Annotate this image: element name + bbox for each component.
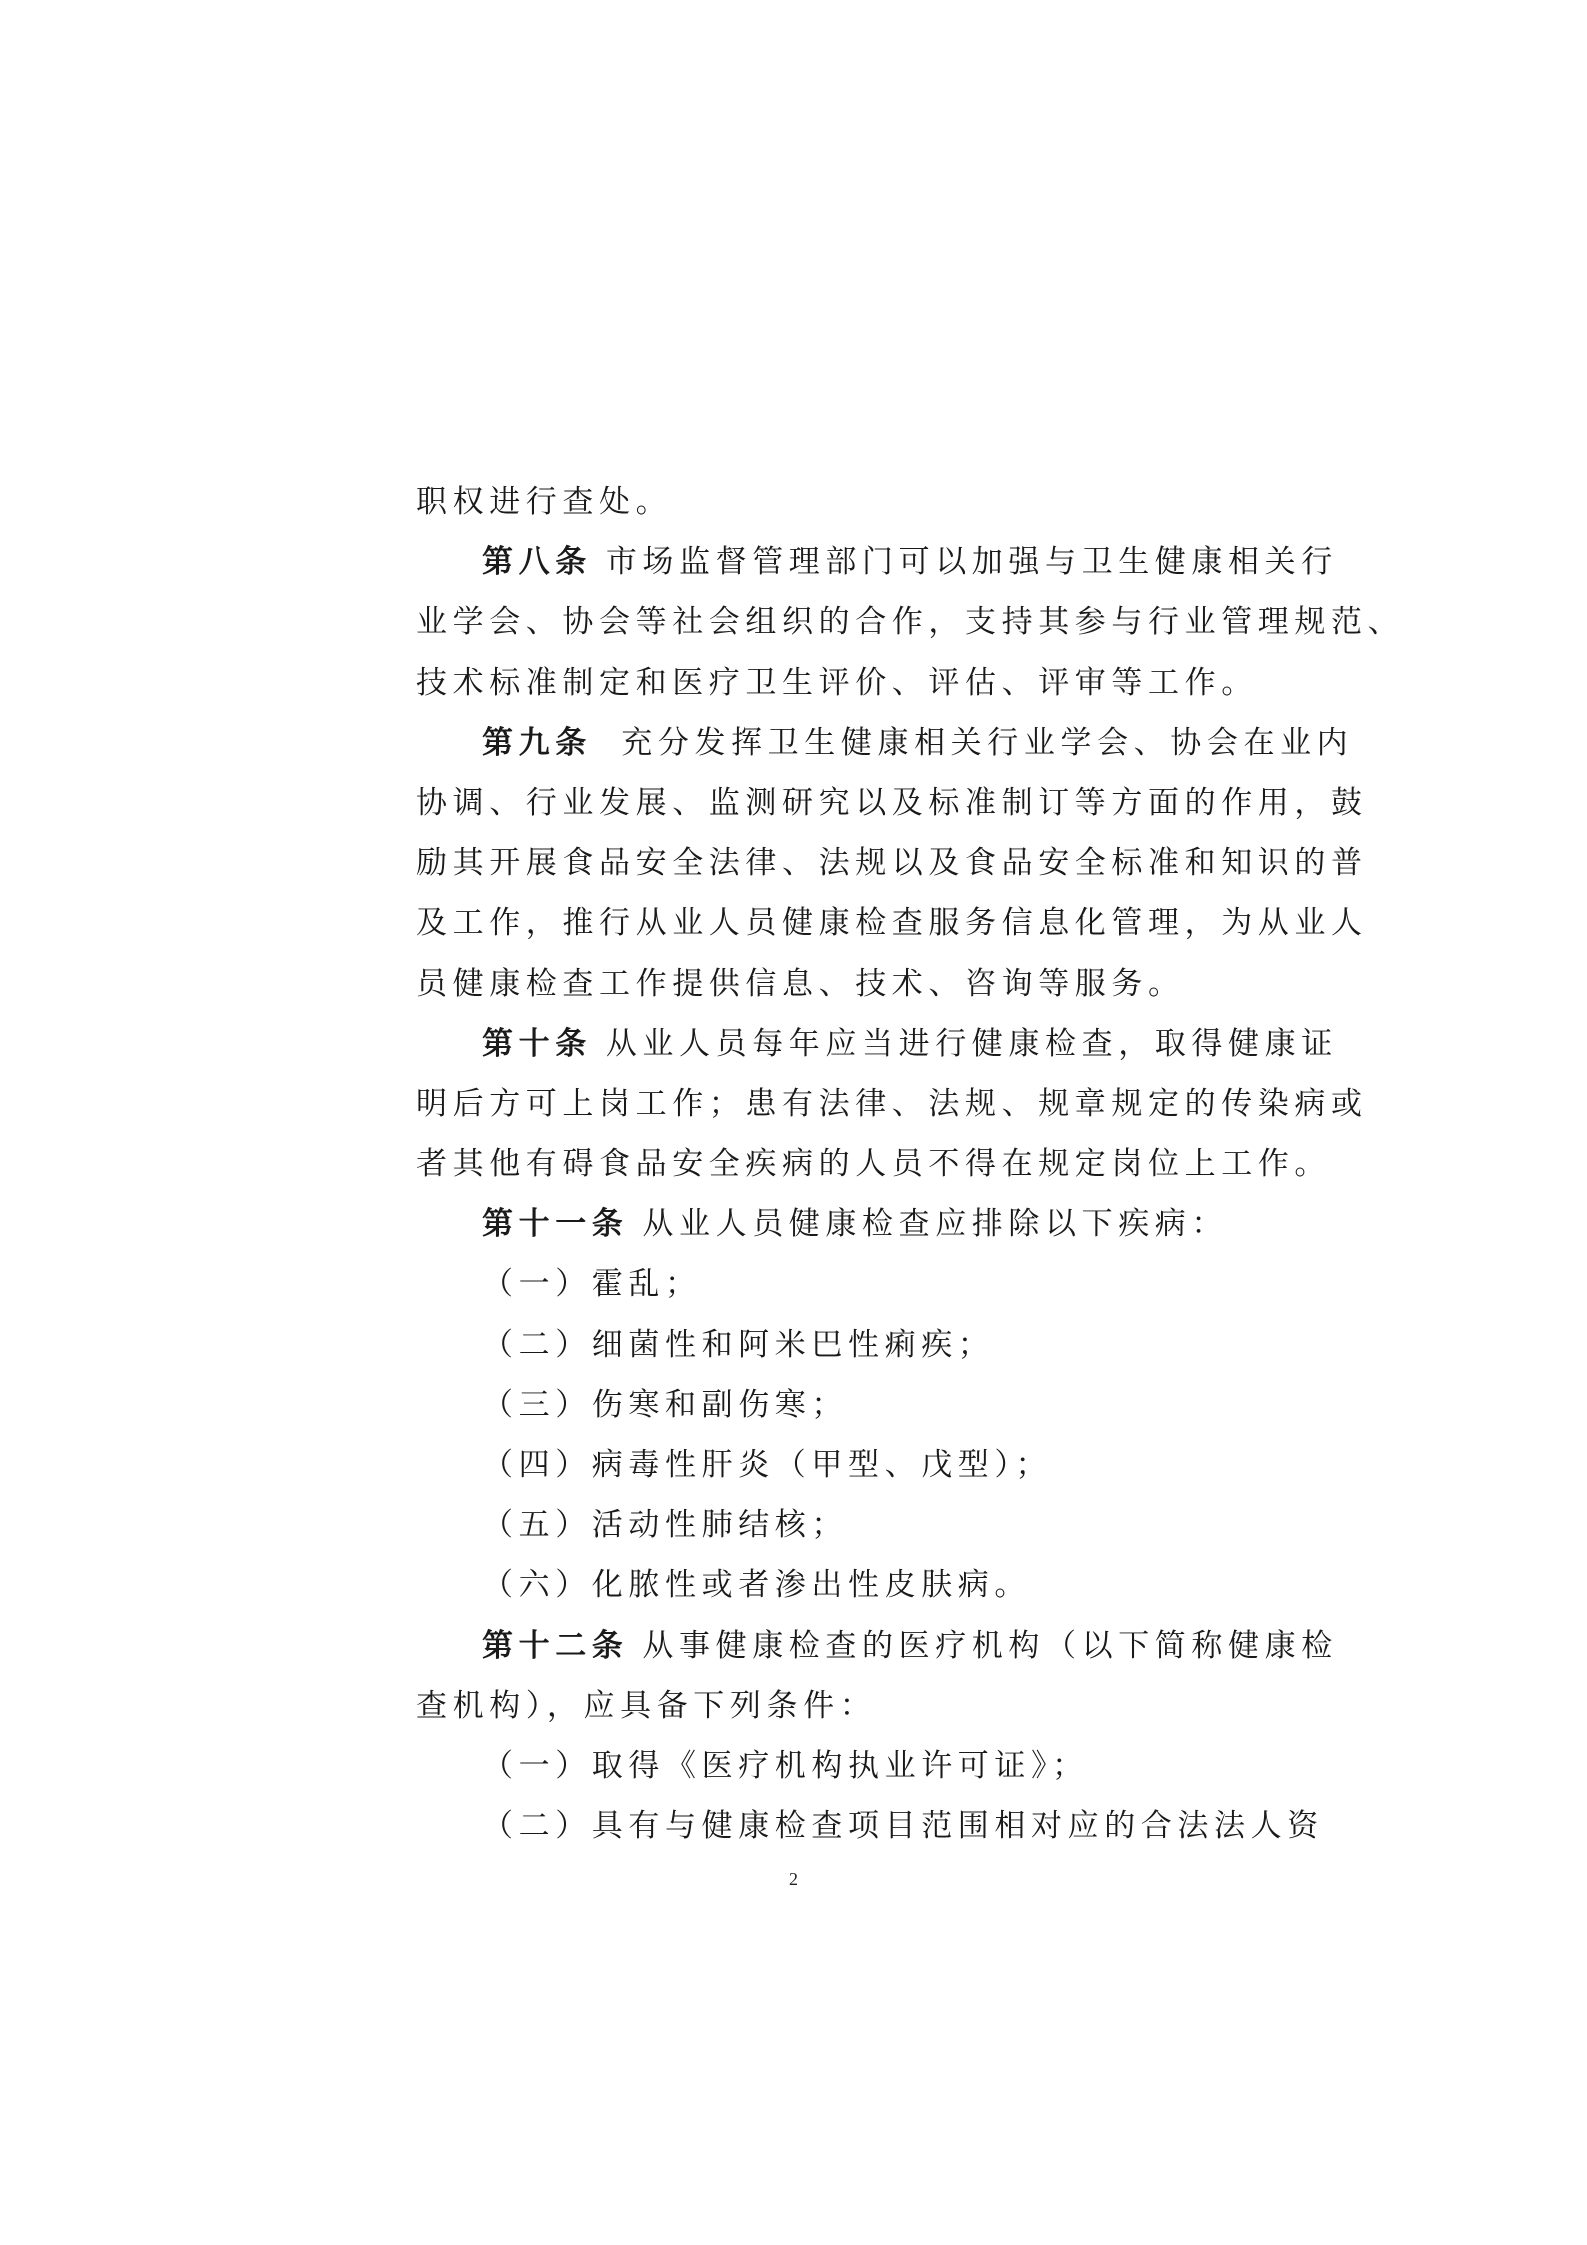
list-item: （六）化脓性或者渗出性皮肤病。 <box>482 1567 1031 1604</box>
page-number: 2 <box>789 1869 798 1889</box>
article-9-heading-line: 第九条 充分发挥卫生健康相关行业学会、协会在业内 <box>482 724 1354 761</box>
article-number: 第八条 <box>482 544 592 581</box>
article-8-heading-line: 第八条 市场监督管理部门可以加强与卫生健康相关行 <box>482 544 1338 581</box>
text-line: 及工作，推行从业人员健康检查服务信息化管理，为从业人 <box>416 905 1368 942</box>
article-11-heading-line: 第十一条 从业人员健康检查应排除以下疾病： <box>482 1206 1229 1243</box>
document-body <box>416 472 1405 1856</box>
list-item: （一）霍乱； <box>482 1266 702 1303</box>
list-item: （二）细菌性和阿米巴性痢疾； <box>482 1326 995 1363</box>
text-line: 业学会、协会等社会组织的合作，支持其参与行业管理规范、 <box>416 604 1405 641</box>
list-item: （一）取得《医疗机构执业许可证》； <box>482 1747 1089 1784</box>
text-line: 励其开展食品安全法律、法规以及食品安全标准和知识的普 <box>416 845 1368 882</box>
article-10-heading-line: 第十条 从业人员每年应当进行健康检查，取得健康证 <box>482 1025 1338 1062</box>
text-line: 技术标准制定和医疗卫生评价、评估、评审等工作。 <box>416 664 1258 701</box>
list-item: （四）病毒性肝炎（甲型、戊型）； <box>482 1447 1053 1483</box>
list-item: （五）活动性肺结核； <box>482 1507 848 1544</box>
text-line: 协调、行业发展、监测研究以及标准制订等方面的作用，鼓 <box>416 784 1368 821</box>
list-item: （三）伤寒和副伤寒； <box>482 1386 848 1423</box>
article-number: 第九条 <box>482 724 592 761</box>
article-12-heading-line: 第十二条 从事健康检查的医疗机构（以下简称健康检 <box>482 1627 1338 1664</box>
text-line: 查机构），应具备下列条件： <box>416 1687 877 1724</box>
article-number: 第十条 <box>482 1025 592 1062</box>
text-line: 明后方可上岗工作；患有法律、法规、规章规定的传染病或 <box>416 1085 1368 1122</box>
text-line: 员健康检查工作提供信息、技术、咨询等服务。 <box>416 965 1185 1002</box>
article-number: 第十一条 <box>482 1206 629 1243</box>
list-item: （二）具有与健康检查项目范围相对应的合法法人资 <box>482 1808 1324 1845</box>
article-number: 第十二条 <box>482 1627 629 1664</box>
text-line: 职权进行查处。 <box>416 484 673 520</box>
text-line: 者其他有碍食品安全疾病的人员不得在规定岗位上工作。 <box>416 1146 1331 1183</box>
